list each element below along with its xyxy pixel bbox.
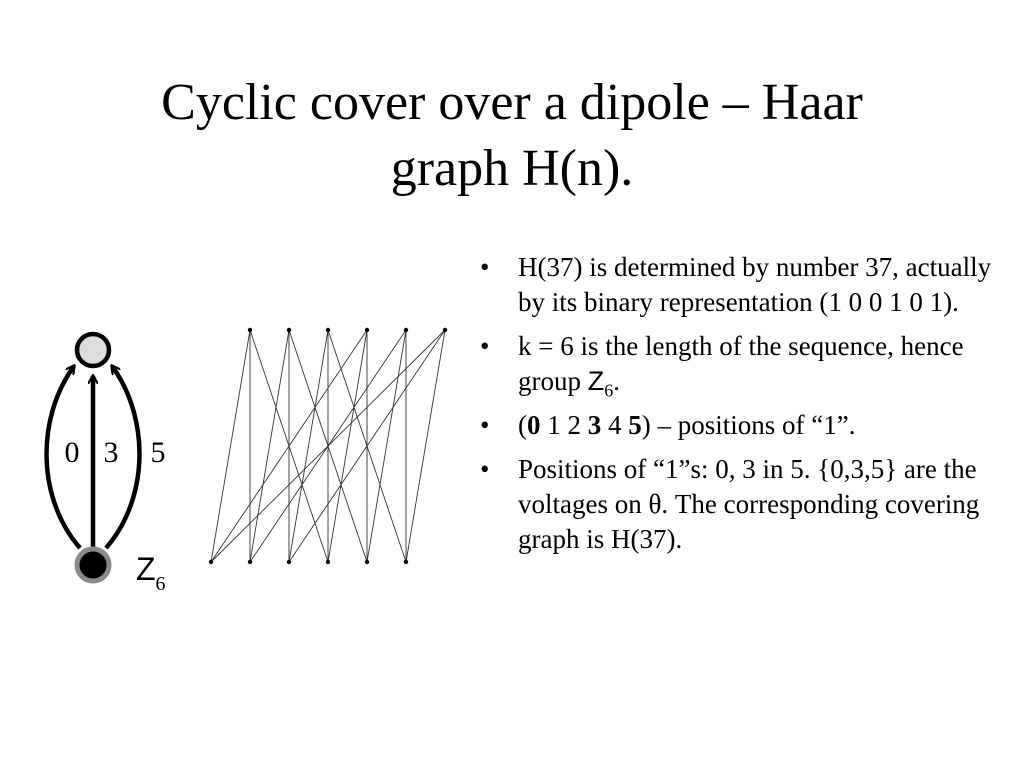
dipole-graph <box>47 334 166 595</box>
bullet-3-position-0: 0 <box>527 410 541 440</box>
bullet-3-position-5: 5 <box>628 410 642 440</box>
voltage-label-5: 5 <box>150 436 166 469</box>
dipole-bottom-vertex <box>77 549 109 581</box>
haar-edge <box>367 330 406 562</box>
group-index: 6 <box>155 573 166 595</box>
haar-bottom-vertex <box>209 560 213 564</box>
haar-top-vertex <box>287 328 291 332</box>
haar-bottom-vertex <box>404 560 408 564</box>
bullet-3-open: ( <box>518 410 527 440</box>
title-line-1: Cyclic cover over a dipole – Haar <box>161 74 863 131</box>
haar-top-vertex <box>326 328 330 332</box>
group-symbol: Z <box>136 551 156 587</box>
bullet-1-text: H(37) is determined by number 37, actually by its binary representation (1 0 0 1 0 1). <box>518 252 992 317</box>
haar-top-vertex <box>443 328 447 332</box>
bullet-2-group-symbol: Z <box>587 366 605 396</box>
haar-bottom-vertex <box>248 560 252 564</box>
bullet-3-position-4: 4 <box>601 410 629 440</box>
title-line-2: graph H(n). <box>390 140 634 197</box>
bullet-item-3 <box>478 408 1008 443</box>
haar-edge <box>289 330 328 562</box>
bullet-2-prefix: k = 6 is the length of the sequence, hence group <box>518 331 964 396</box>
bullet-item-4 <box>478 452 1008 557</box>
bullet-list <box>478 250 1008 566</box>
bullet-4-line-2: {0,3,5} are the voltages on θ. The corresponding covering graph is H(37). <box>518 454 980 554</box>
voltage-label-0: 0 <box>64 436 80 469</box>
bullet-3-positions-1-2: 1 2 <box>540 410 588 440</box>
dipole-top-vertex <box>77 334 109 366</box>
haar-top-vertex <box>365 328 369 332</box>
bullet-3-position-3: 3 <box>587 410 602 440</box>
haar-graph-edges <box>211 330 445 562</box>
haar-bottom-vertex <box>326 560 330 564</box>
haar-top-vertex <box>404 328 408 332</box>
haar-edge <box>211 330 250 562</box>
bullet-2-group-index: 6 <box>604 380 614 401</box>
bullet-item-1 <box>478 250 1008 320</box>
haar-edge <box>250 330 289 562</box>
haar-edge <box>406 330 445 562</box>
haar-bottom-vertex <box>365 560 369 564</box>
voltage-label-3: 3 <box>103 436 119 469</box>
bullet-3-close: ) – positions of “1”. <box>641 410 856 440</box>
haar-bottom-vertex <box>287 560 291 564</box>
bullet-item-2 <box>478 329 1008 399</box>
group-label <box>136 551 166 595</box>
haar-top-vertex <box>248 328 252 332</box>
bullet-2-suffix: . <box>613 366 620 396</box>
haar-edge <box>328 330 367 562</box>
bullet-4-line-1: Positions of “1”s: 0, 3 in 5. <box>518 454 811 484</box>
